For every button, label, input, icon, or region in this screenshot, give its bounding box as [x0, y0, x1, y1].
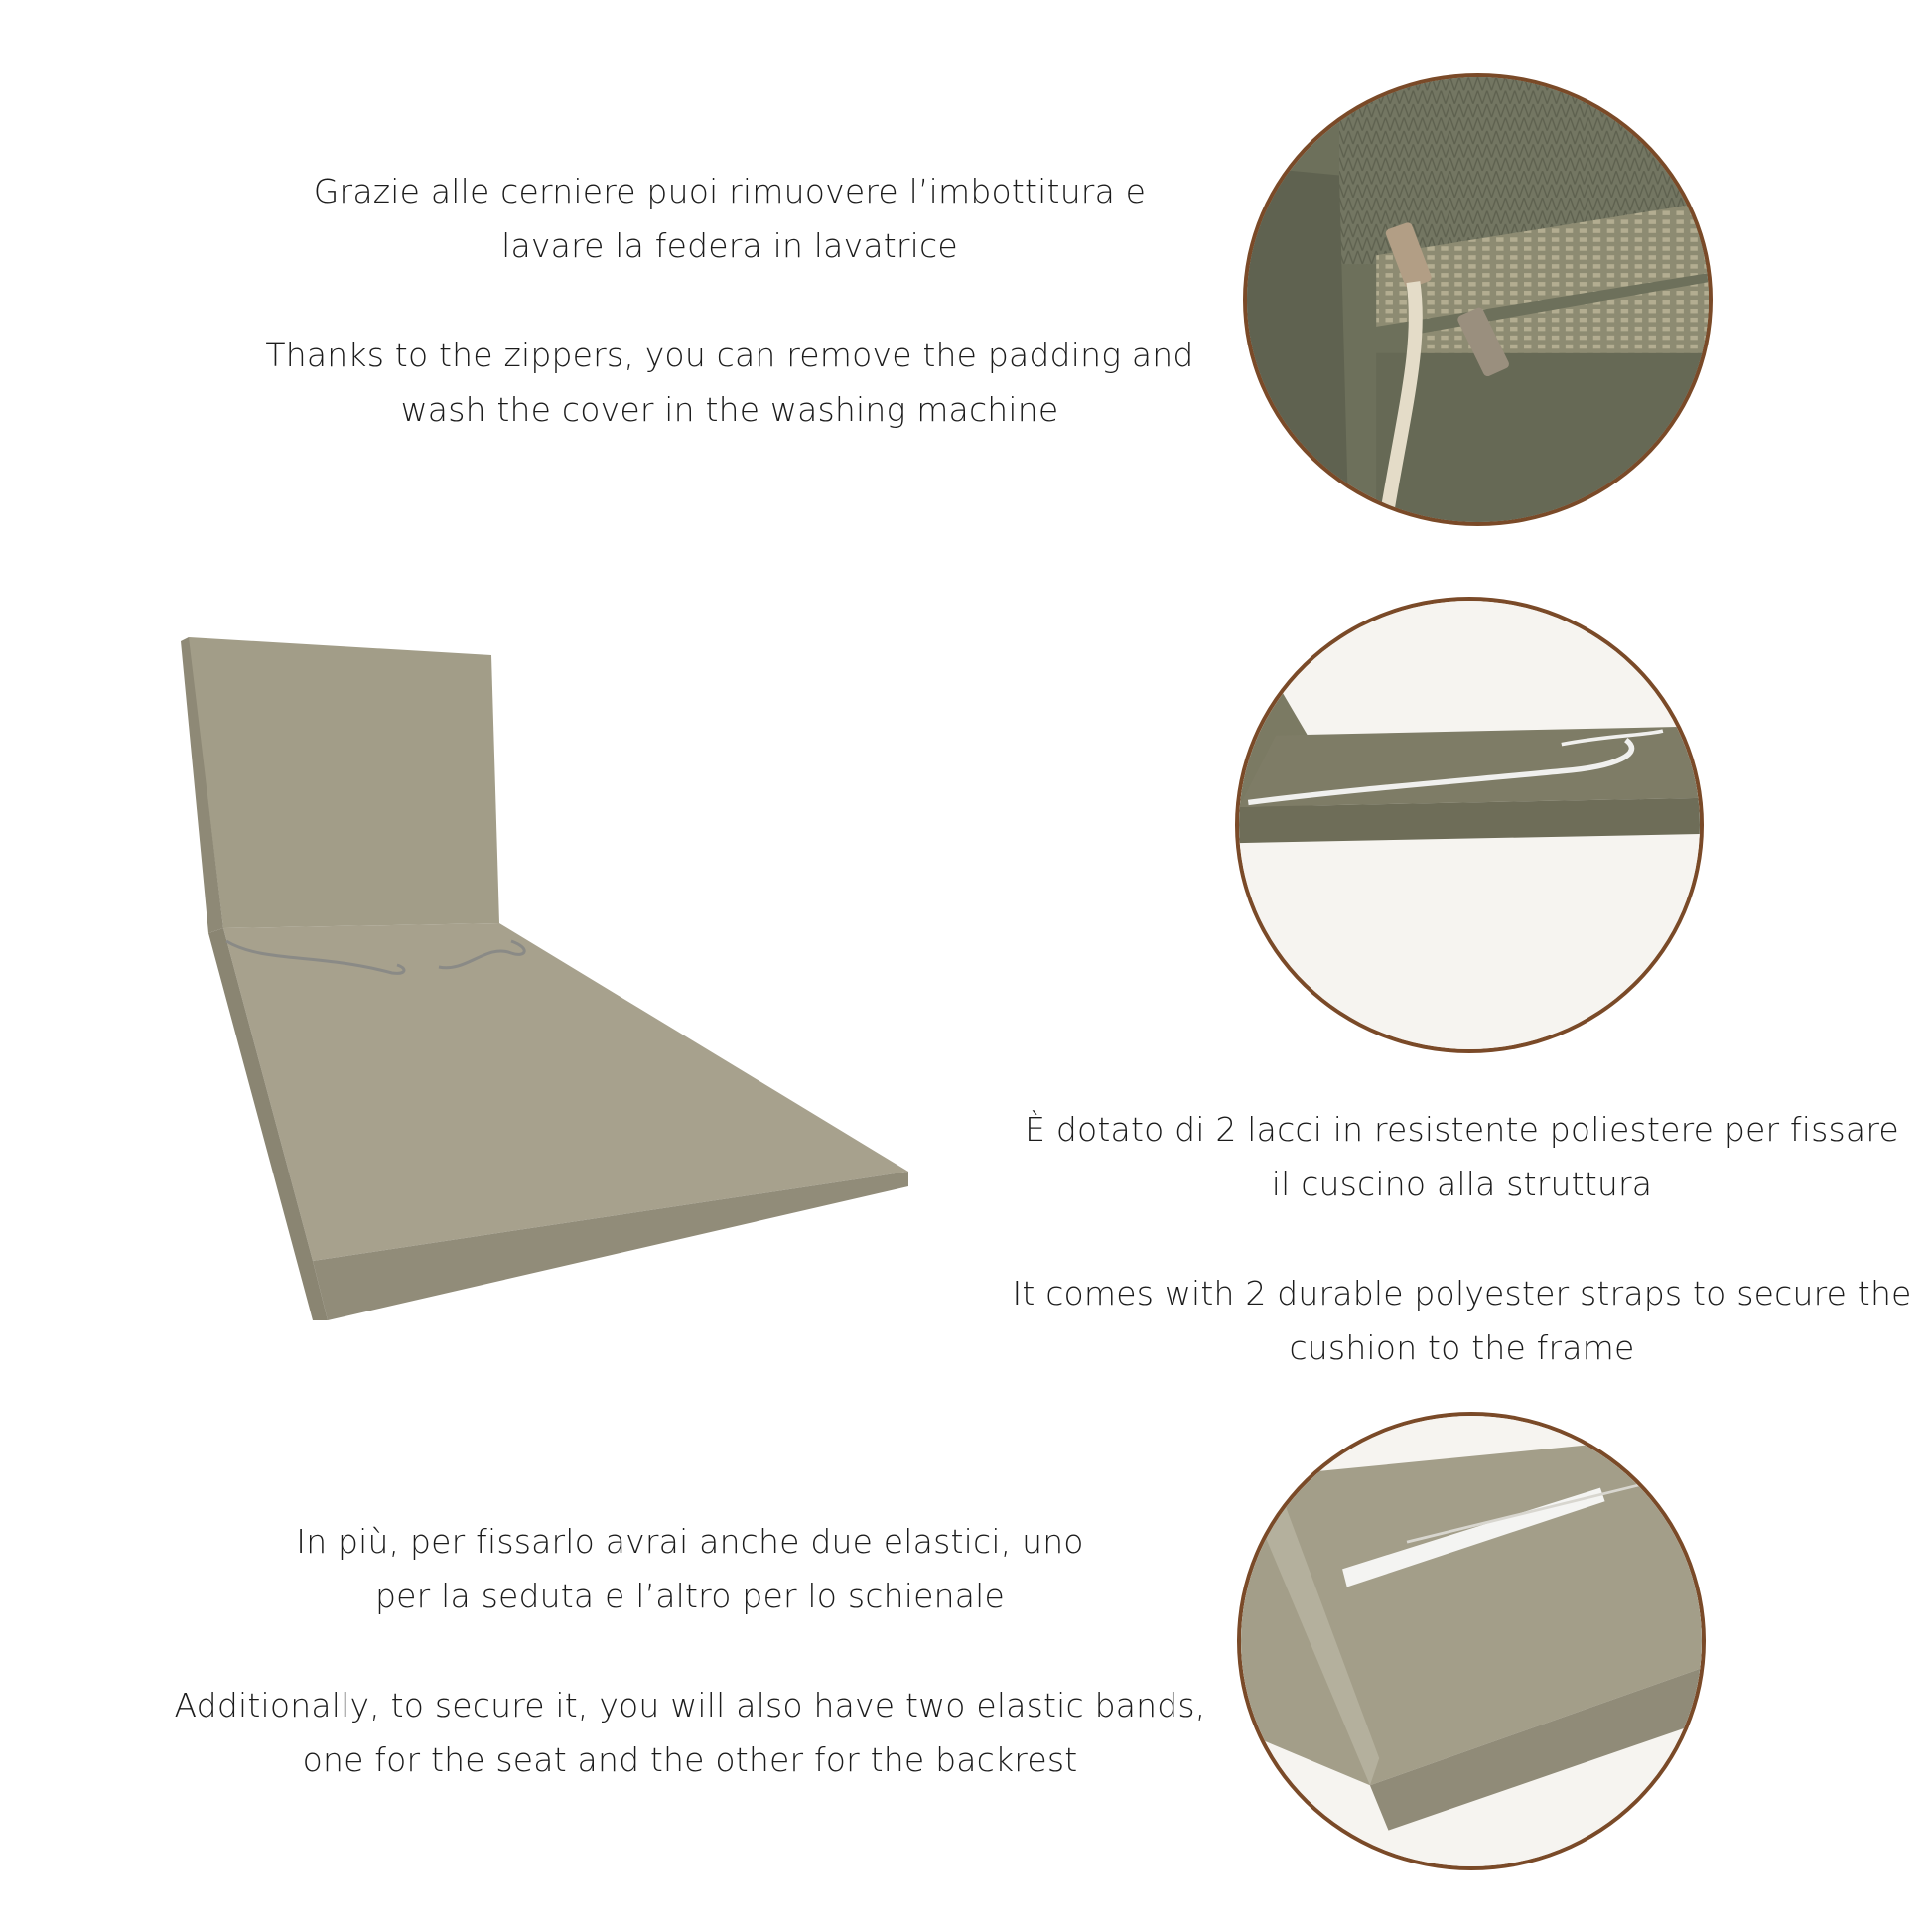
straps-italian-line-2: il cuscino alla struttura [1271, 1165, 1653, 1203]
elastic-italian-line-2: per la seduta e l’altro per lo schienale [375, 1577, 1005, 1615]
elastic-italian-line-1: In più, per fissarlo avrai anche due elastici, uno [296, 1522, 1084, 1561]
zippers-italian-line-1: Grazie alle cerniere puoi rimuovere l’imbottitura e [313, 172, 1147, 210]
zippers-english-line-2: wash the cover in the washing machine [400, 390, 1059, 429]
zippers-english-line-1: Thanks to the zippers, you can remove the padding and [265, 336, 1194, 374]
sun-lounger-cushion-image [169, 625, 923, 1340]
zippers-italian-line-2: lavare la federa in lavatrice [501, 226, 958, 265]
zipper-closeup-image [1243, 73, 1713, 526]
elastic-edge-closeup-image [1237, 1412, 1706, 1870]
straps-english-line-2: cushion to the frame [1289, 1328, 1635, 1367]
elastic-english-line-2: one for the seat and the other for the backrest [302, 1740, 1078, 1779]
elastic-english-line-1: Additionally, to secure it, you will also have two elastic bands, [174, 1686, 1206, 1725]
strap-closeup-image [1235, 597, 1704, 1053]
straps-description [998, 1102, 1926, 1375]
straps-italian-line-1: È dotato di 2 lacci in resistente poliestere per fissare [1025, 1110, 1899, 1149]
straps-english-line-1: It comes with 2 durable polyester straps to secure the [1012, 1274, 1912, 1312]
elastic-description [149, 1514, 1231, 1787]
zippers-description [228, 164, 1231, 437]
